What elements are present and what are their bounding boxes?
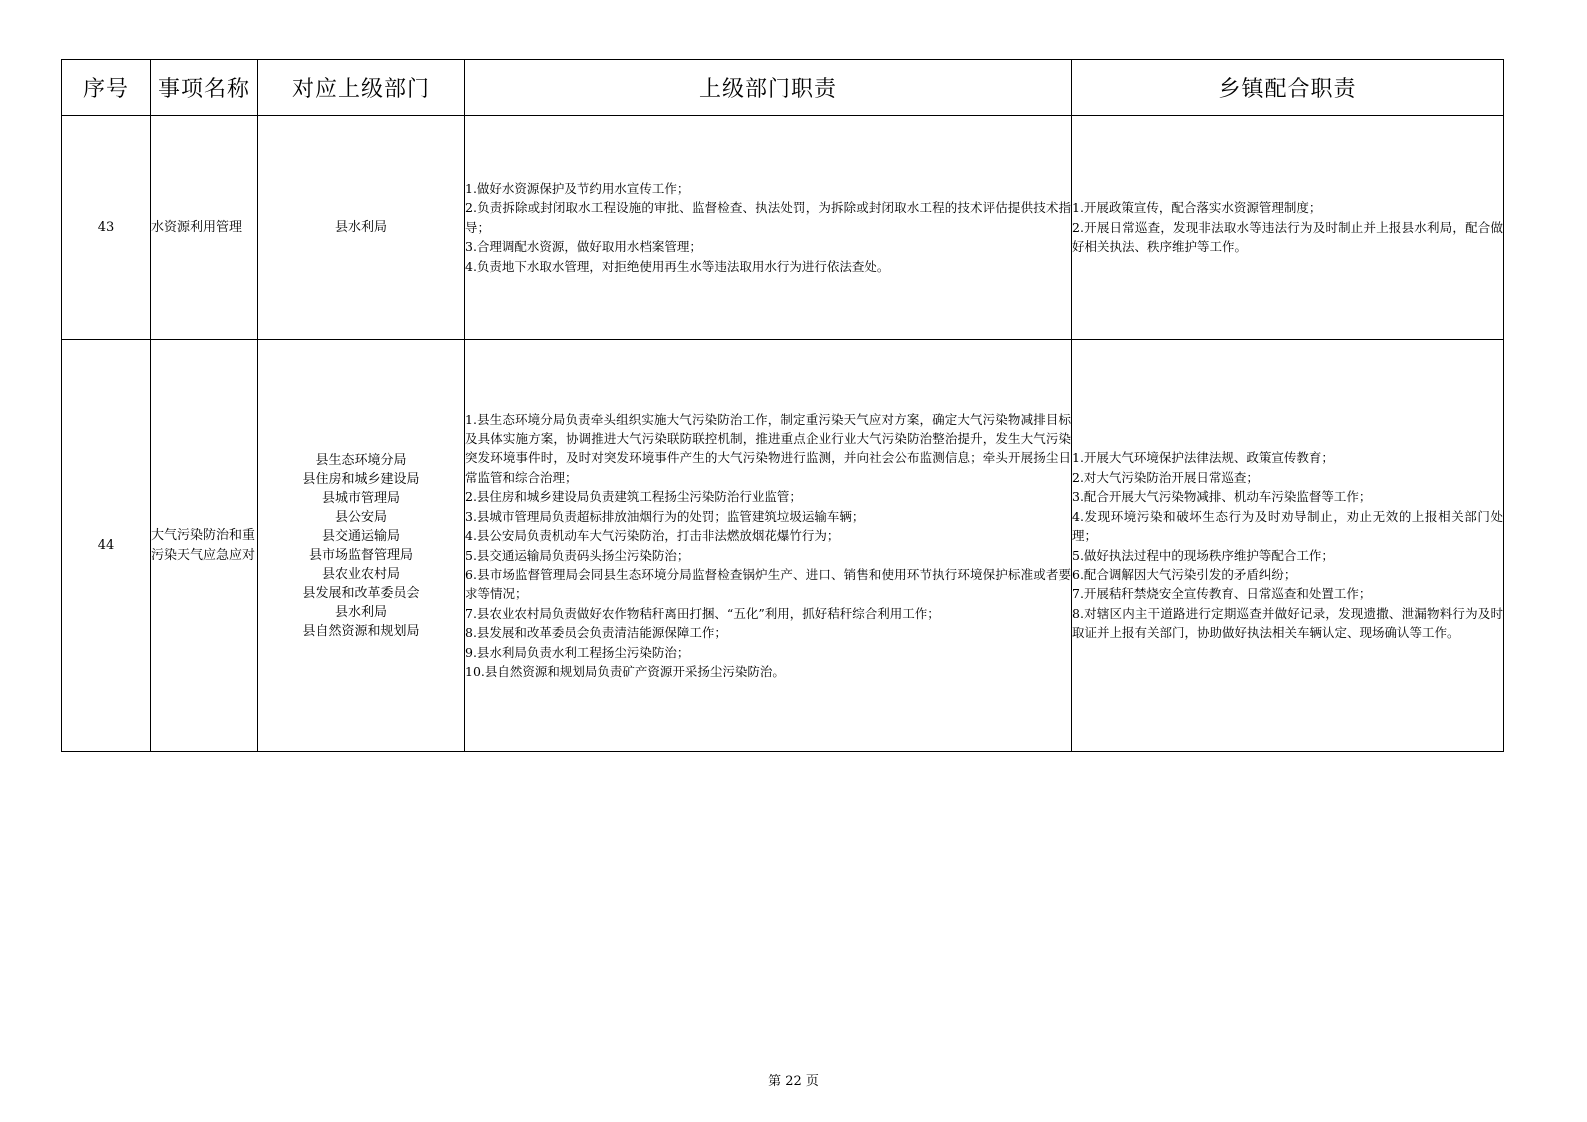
department-line: 县水利局 xyxy=(334,604,387,620)
table-header-row xyxy=(62,60,1504,116)
duty-line: 6.县市场监督管理局会同县生态环境分局监督检查锅炉生产、进口、销售和使用环节执行环境保护标准或者要求等情况； xyxy=(465,566,1071,602)
duty-line: 1.开展大气环境保护法律法规、政策宣传教育； xyxy=(1072,450,1334,466)
row-departments xyxy=(258,340,465,752)
department-line: 县市场监督管理局 xyxy=(308,547,413,563)
duty-line: 2.对大气污染防治开展日常巡查； xyxy=(1072,469,1259,485)
duty-line: 1.做好水资源保护及节约用水宣传工作； xyxy=(465,180,690,196)
department-line: 县农业农村局 xyxy=(321,566,400,582)
duty-line: 9.县水利局负责水利工程扬尘污染防治； xyxy=(465,644,690,660)
row-township-duties xyxy=(1072,340,1504,752)
department-line: 县水利局 xyxy=(334,220,387,235)
department-line: 县交通运输局 xyxy=(321,528,400,544)
header-superior-duties: 上级部门职责 xyxy=(465,60,1072,116)
row-superior-duties xyxy=(465,340,1072,752)
duty-line: 4.县公安局负责机动车大气污染防治，打击非法燃放烟花爆竹行为； xyxy=(465,528,840,544)
duty-line: 3.合理调配水资源，做好取用水档案管理； xyxy=(465,239,702,255)
duty-line: 2.负责拆除或封闭取水工程设施的审批、监督检查、执法处罚，为拆除或封闭取水工程的技术评估提供技术指导； xyxy=(465,200,1071,235)
header-township-duties: 乡镇配合职责 xyxy=(1072,60,1504,116)
duty-table xyxy=(61,59,1504,752)
department-line: 县城市管理局 xyxy=(321,490,400,506)
duty-line: 8.对辖区内主干道路进行定期巡查并做好记录，发现遗撒、泄漏物料行为及时取证并上报有关部门，协助做好执法相关车辆认定、现场确认等工作。 xyxy=(1072,605,1503,641)
table-row xyxy=(62,340,1504,752)
duty-line: 7.开展秸秆禁烧安全宣传教育、日常巡查和处置工作； xyxy=(1072,586,1372,602)
page-number: 第 22 页 xyxy=(768,1074,819,1089)
header-superior-department: 对应上级部门 xyxy=(258,60,465,116)
duty-line: 4.发现环境污染和破坏生态行为及时劝导制止，劝止无效的上报相关部门处理； xyxy=(1072,508,1503,544)
header-seq: 序号 xyxy=(62,60,151,116)
duty-line: 10.县自然资源和规划局负责矿产资源开采扬尘污染防治。 xyxy=(465,663,785,679)
duty-line: 3.县城市管理局负责超标排放油烟行为的处罚；监管建筑垃圾运输车辆； xyxy=(465,508,865,524)
row-item-name: 水资源利用管理 xyxy=(151,116,258,340)
department-line: 县住房和城乡建设局 xyxy=(302,471,420,487)
department-line: 县自然资源和规划局 xyxy=(302,623,420,639)
department-line: 县生态环境分局 xyxy=(315,452,407,468)
duty-line: 5.县交通运输局负责码头扬尘污染防治； xyxy=(465,547,690,563)
department-line: 县发展和改革委员会 xyxy=(302,585,420,601)
duty-line: 1.开展政策宣传，配合落实水资源管理制度； xyxy=(1072,200,1322,216)
department-line: 县公安局 xyxy=(334,509,387,525)
duty-line: 1.县生态环境分局负责牵头组织实施大气污染防治工作，制定重污染天气应对方案，确定大气污染物减排目标及具体实施方案，协调推进大气污染联防联控机制，推进重点企业行业大气污染防治整治提升，发生大气污染突发环境事件时，及时对突发环境事件产生的大气污染物进行监测，并向社会公布监测信息；牵头开展扬尘日常监管和综合治理； xyxy=(465,411,1071,485)
duty-line: 2.开展日常巡查，发现非法取水等违法行为及时制止并上报县水利局，配合做好相关执法、秩序维护等工作。 xyxy=(1072,219,1503,255)
row-seq: 43 xyxy=(62,116,151,340)
row-departments xyxy=(258,116,465,340)
row-seq: 44 xyxy=(62,340,151,752)
duty-line: 6.配合调解因大气污染引发的矛盾纠纷； xyxy=(1072,566,1297,582)
duty-line: 8.县发展和改革委员会负责清洁能源保障工作； xyxy=(465,625,727,641)
duty-line: 3.配合开展大气污染物减排、机动车污染监督等工作； xyxy=(1072,489,1372,505)
row-township-duties xyxy=(1072,116,1504,340)
duty-line: 2.县住房和城乡建设局负责建筑工程扬尘污染防治行业监管； xyxy=(465,489,802,505)
table-row xyxy=(62,116,1504,340)
header-item-name: 事项名称 xyxy=(151,60,258,116)
row-item-name: 大气污染防治和重污染天气应急应对 xyxy=(151,340,258,752)
duty-line: 5.做好执法过程中的现场秩序维护等配合工作； xyxy=(1072,547,1334,563)
row-superior-duties xyxy=(465,116,1072,340)
duty-line: 7.县农业农村局负责做好农作物秸秆离田打捆、“五化”利用，抓好秸秆综合利用工作； xyxy=(465,605,940,621)
duty-line: 4.负责地下水取水管理，对拒绝使用再生水等违法取用水行为进行依法查处。 xyxy=(465,258,890,274)
